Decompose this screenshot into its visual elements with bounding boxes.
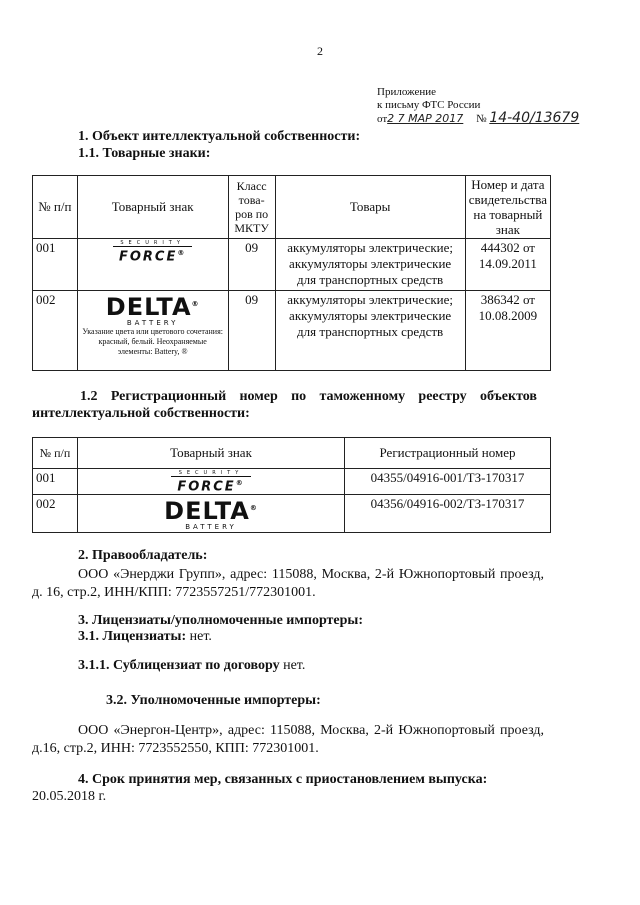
row1-goods: аккумуляторы электрические; аккумуляторы электрические для транспортных средств xyxy=(275,239,465,291)
trademarks-table xyxy=(32,175,551,371)
reg-row1-logo xyxy=(78,469,345,495)
row1-class: 09 xyxy=(228,239,275,291)
logo-sub-text: BATTERY xyxy=(185,523,237,532)
appendix-number-prefix: № xyxy=(476,113,487,125)
appendix-number: 14-40/13679 xyxy=(489,110,580,126)
th-trademark: Товарный знак xyxy=(77,176,228,239)
appendix-block xyxy=(377,86,580,126)
section4-title: 4. Срок принятия мер, связанных с приостановлением выпуска: xyxy=(78,772,488,787)
sublicensee-label: 3.1.1. Сублицензиат по договору xyxy=(78,658,280,673)
row2-class: 09 xyxy=(228,291,275,371)
appendix-line3 xyxy=(377,110,580,126)
appendix-date: 2 7 МАР 2017 xyxy=(387,112,464,125)
licensees-value: нет. xyxy=(189,629,212,644)
row2-cert: 386342 от 10.08.2009 xyxy=(465,291,550,371)
logo-main-text: FORCE® xyxy=(113,246,192,263)
section3-title: 3. Лицензиаты/уполномоченные импортеры: xyxy=(78,613,364,628)
th-class: Класс това-ров по МКТУ xyxy=(228,176,275,239)
section3-licensees xyxy=(78,628,212,646)
row2-logo xyxy=(77,291,228,371)
appendix-line2: к письму ФТС России xyxy=(377,99,481,111)
delta-battery-logo xyxy=(81,496,341,531)
importers-title: 3.2. Уполномоченные импортеры: xyxy=(106,693,321,708)
table-row xyxy=(33,239,551,291)
security-force-logo xyxy=(81,240,225,263)
table-row xyxy=(33,469,551,495)
security-force-logo xyxy=(81,470,341,493)
reg-row1-number: 04355/04916-001/ТЗ-170317 xyxy=(345,469,551,495)
reg-row2-number: 04356/04916-002/ТЗ-170317 xyxy=(345,495,551,533)
row1-logo xyxy=(77,239,228,291)
licensees-label: 3.1. Лицензиаты: xyxy=(78,629,187,644)
th2-reg: Регистрационный номер xyxy=(345,438,551,469)
importers-text: ООО «Энергон-Центр», адрес: 115088, Москва, 2-й Южнопортовый проезд, д.16, стр.2, ИНН: 7723552550, КПП: 772301001. xyxy=(32,723,544,756)
registry-table xyxy=(32,437,551,533)
th-cert: Номер и дата свидетельства на товарный знак xyxy=(465,176,550,239)
logo-sub-text: BATTERY xyxy=(126,319,179,327)
section4-value: 20.05.2018 г. xyxy=(32,789,107,804)
logo-top-text: SECURITY xyxy=(120,240,185,246)
section3-sublicensee xyxy=(78,657,305,675)
sublicensee-value: нет. xyxy=(283,658,306,673)
page-number: 2 xyxy=(317,44,323,58)
logo-main-text: DELTA® xyxy=(164,497,258,526)
row2-num: 002 xyxy=(33,291,78,371)
reg-row1-num: 001 xyxy=(33,469,78,495)
table-row xyxy=(33,495,551,533)
logo-main-text: FORCE® xyxy=(171,476,250,493)
appendix-line1: Приложение xyxy=(377,86,437,98)
th2-trademark: Товарный знак xyxy=(78,438,345,469)
section1-title: 1. Объект интеллектуальной собственности: xyxy=(78,129,361,144)
delta-battery-logo xyxy=(81,292,225,327)
reg-row2-num: 002 xyxy=(33,495,78,533)
appendix-date-prefix: от xyxy=(377,113,388,125)
th2-num: № п/п xyxy=(33,438,78,469)
row2-goods: аккумуляторы электрические; аккумуляторы электрические для транспортных средств xyxy=(275,291,465,371)
logo-note: Указание цвета или цветового сочетания: красный, белый. Неохраняемые элементы: Battery, ® xyxy=(82,327,223,356)
reg-row2-logo xyxy=(78,495,345,533)
logo-top-text: SECURITY xyxy=(178,470,244,476)
section12-title: 1.2 Регистрационный номер по таможенному реестру объектов интеллектуальной собственности: xyxy=(32,389,537,421)
section1-subtitle: 1.1. Товарные знаки: xyxy=(78,146,211,161)
row1-cert: 444302 от 14.09.2011 xyxy=(465,239,550,291)
row1-num: 001 xyxy=(33,239,78,291)
section2-text: ООО «Энерджи Групп», адрес: 115088, Москва, 2-й Южнопортовый проезд, д. 16, стр.2, ИНН/КПП: 7723557251/772301001. xyxy=(32,567,544,600)
th-num: № п/п xyxy=(33,176,78,239)
th-goods: Товары xyxy=(275,176,465,239)
logo-main-text: DELTA® xyxy=(105,293,200,321)
section2-title: 2. Правообладатель: xyxy=(78,548,208,563)
table-row xyxy=(33,291,551,371)
